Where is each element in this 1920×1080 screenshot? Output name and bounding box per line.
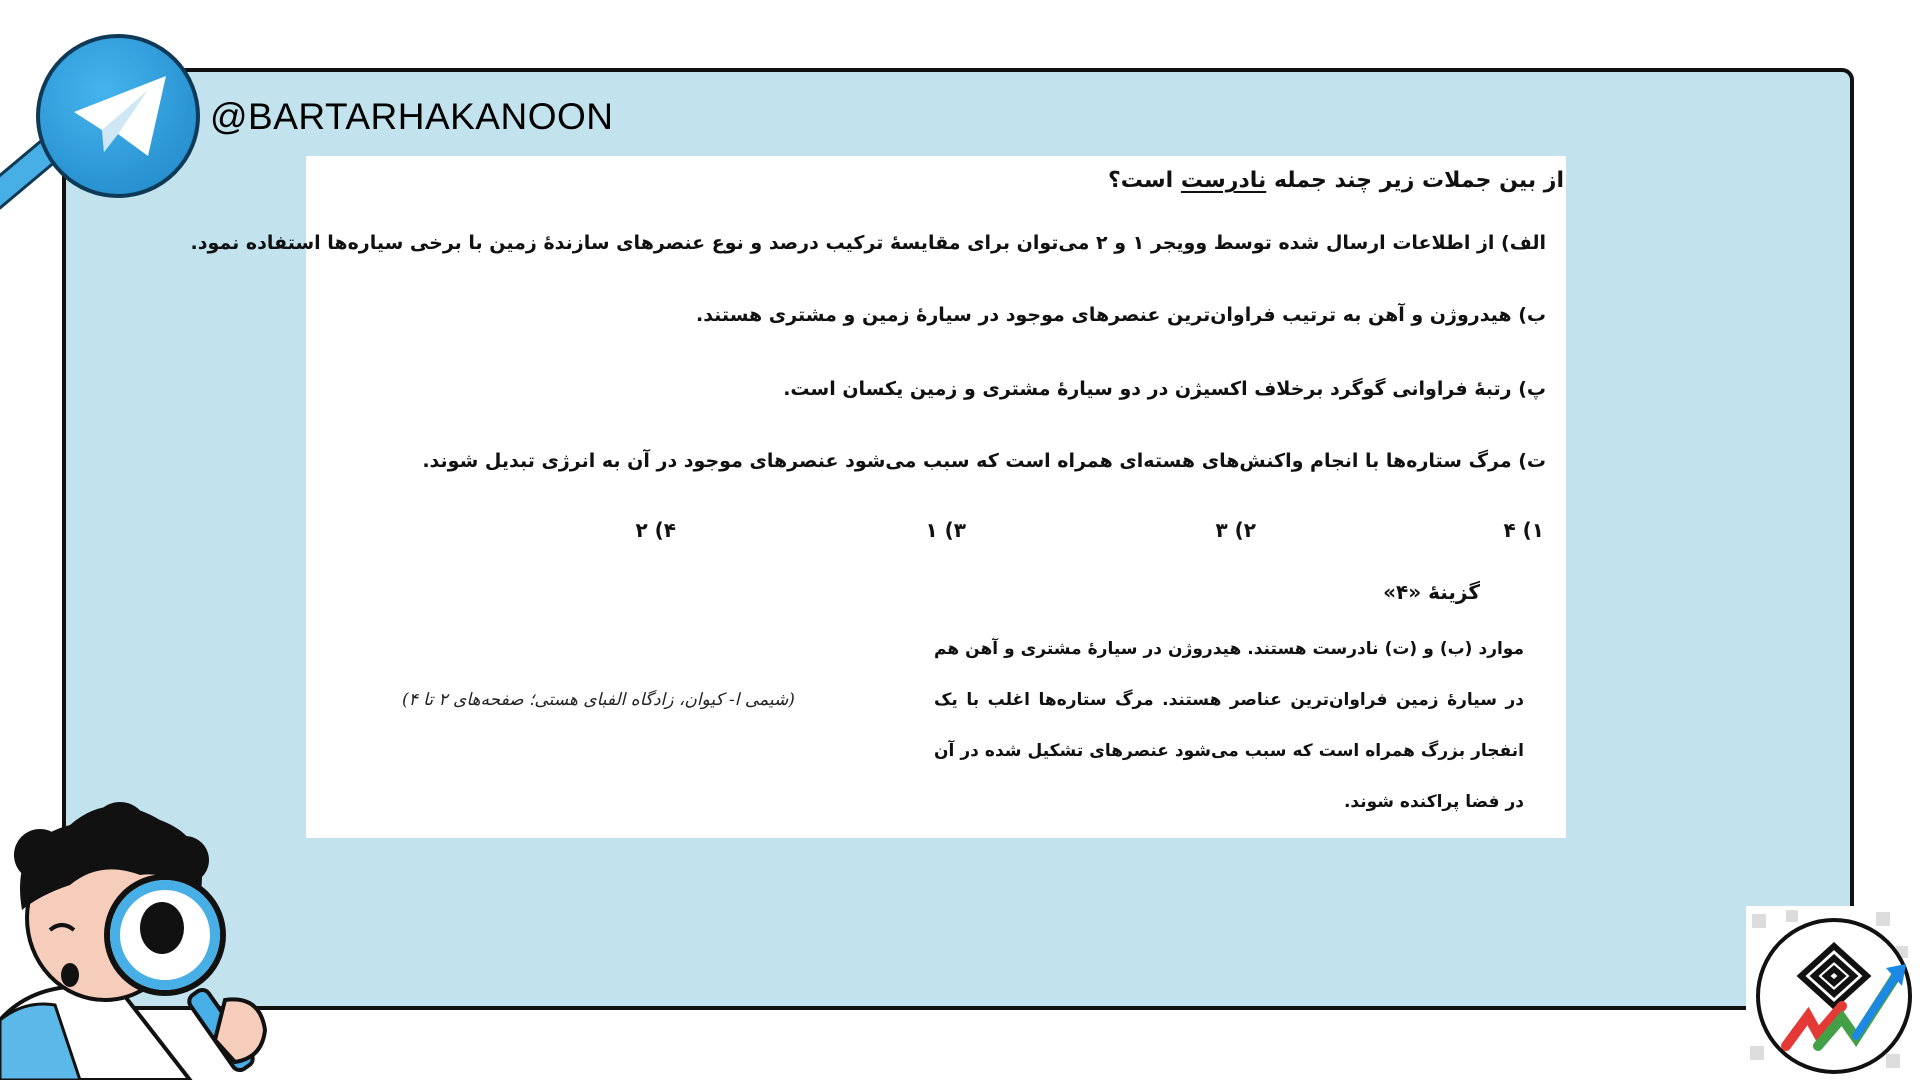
option-2[interactable]: ۲) ۳ [1215,518,1256,542]
kanoon-logo [1746,906,1912,1076]
option-3[interactable]: ۳) ۱ [925,518,966,542]
statement-alef: الف) از اطلاعات ارسال شده توسط وویجر ۱ و ۲ می‌توان برای مقایسهٔ ترکیب درصد و نوع عنصرهای سازندهٔ زمین با برخی سیاره‌ها استفاده نمود. [190,232,1546,254]
title-suffix: است؟ [1107,168,1174,193]
source-reference: (شیمی ا- کیوان، زادگاه الفبای هستی؛ صفحه‌های ۲ تا ۴) [402,690,795,710]
question-card [190,156,1566,838]
telegram-icon[interactable] [36,34,200,198]
option-1[interactable]: ۱) ۴ [1503,518,1544,542]
statement-pe: پ) رتبهٔ فراوانی گوگرد برخلاف اکسیژن در دو سیارهٔ مشتری و زمین یکسان است. [783,378,1546,400]
question-title [1108,168,1564,193]
detective-character-illustration [0,800,300,1080]
option-4[interactable]: ۴) ۲ [635,518,676,542]
title-underlined: نادرست [1180,168,1267,193]
statement-be: ب) هیدروژن و آهن به ترتیب فراوان‌ترین عنصرهای موجود در سیارهٔ زمین و مشتری هستند. [695,304,1546,326]
channel-handle[interactable]: @BARTARHAKANOON [210,96,614,137]
answer-explanation: موارد (ب) و (ت) نادرست هستند. هیدروژن در سیارهٔ مشتری و آهن هم در سیارهٔ زمین فراوان‌ترین عناصر هستند. مرگ ستاره‌ها اغلب با یک انفجار بزرگ همراه است که سبب می‌شود عنصرهای تشکیل شده در آن در فضا پراکنده شوند. [934,639,1524,812]
statement-te: ت) مرگ ستاره‌ها با انجام واکنش‌های هسته‌ای همراه است که سبب می‌شود عنصرهای موجود در آن به انرژی تبدیل شوند. [422,450,1546,472]
answer-label: گزینهٔ «۴» [1383,580,1480,604]
title-prefix: از بین جملات زیر چند جمله [1273,168,1564,193]
